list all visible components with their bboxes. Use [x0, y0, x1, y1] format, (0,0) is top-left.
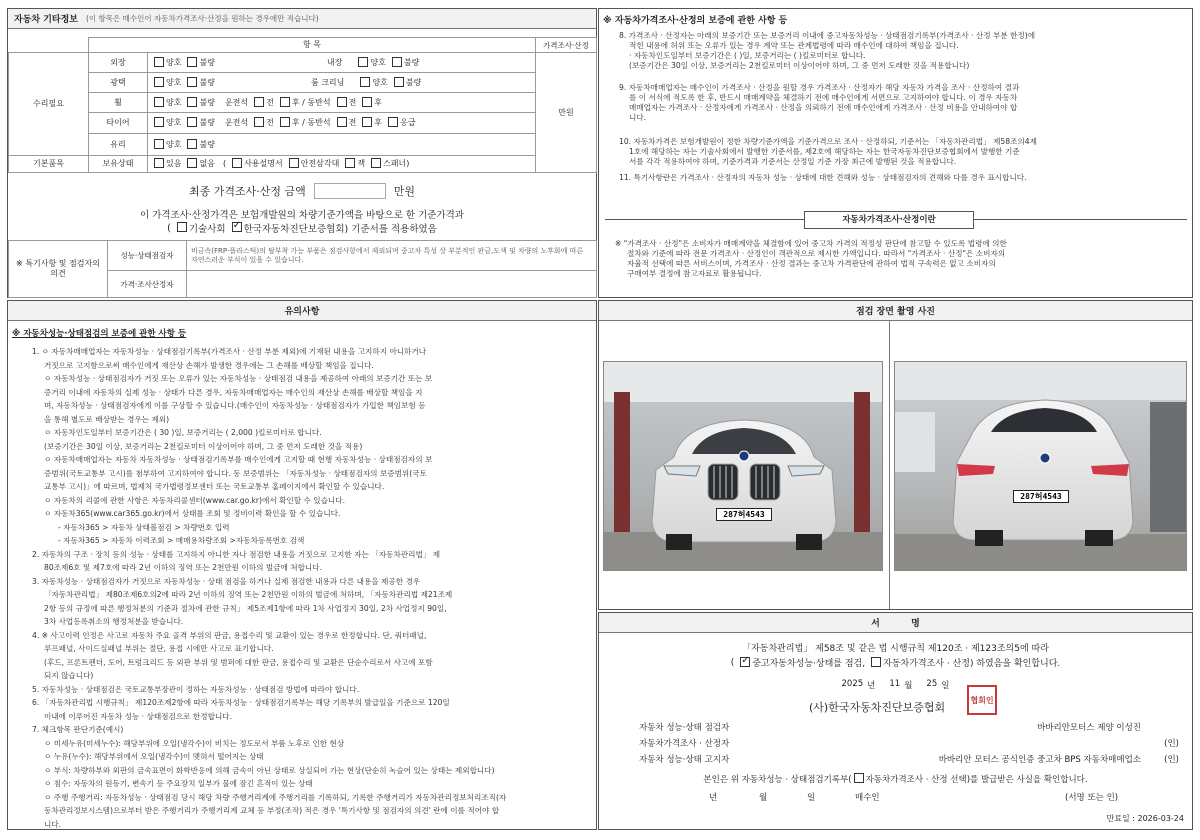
receipt-appraisal-checkbox[interactable]	[854, 773, 864, 783]
row-wheel-options: 양호 불량 운전석 전 후 / 동반석 전 후	[147, 92, 536, 113]
row-interior-label: 내장	[326, 57, 343, 67]
note-line: 3. 자동차성능 · 상태점검자가 거짓으로 자동차성능 · 상태 점검을 하거나 실제 점검한 내용과 다른 내용을 제공한 경우	[32, 576, 421, 586]
row-exterior-options: 양호 불량 내장 양호 불량	[147, 52, 536, 73]
row-glass-label: 유리	[88, 133, 148, 156]
appraiser-remarks	[186, 270, 597, 298]
tire-rear-checkbox[interactable]	[362, 117, 372, 127]
note-line: ㅇ 자동차성능 · 상태점검자가 거짓 또는 오류가 있는 자동차성능 · 상태점검 내용을 제공하여 아래의 보증기간 또는 보	[44, 374, 433, 383]
exterior-bad-checkbox[interactable]	[187, 57, 197, 67]
note-line: 을 통해 별도로 배상받는 경우는 제외)	[44, 414, 170, 424]
expire-date: 만료일 : 2026-03-24	[1106, 814, 1184, 823]
note-line: 5. 자동차성능 · 상태점검은 국토교통부장관이 정하는 자동차성능 · 상태점검 방법에 따라야 합니다.	[32, 684, 360, 694]
note-line: (보증기간은 30일 이상, 보증거리는 2천킬로미터 이상이어야 하며, 그 중 먼저 도래한 것을 적용)	[44, 441, 363, 451]
final-price-label: 최종 가격조사·산정 금액	[188, 185, 306, 198]
group-basic-items: 기본품목	[8, 155, 89, 173]
row-exterior-label: 외장	[88, 52, 148, 73]
gloss-good-checkbox[interactable]	[154, 77, 164, 87]
signature-law-line: 「자동차관리법」 제58조 및 같은 법 시행규칙 제120조 · 제123조의5에 따라	[742, 644, 1049, 654]
note-line: 3차 사업등록취소의 행정처분을 받습니다.	[44, 617, 184, 626]
wheel-passenger-checkbox[interactable]	[280, 97, 290, 107]
photos-header: 점검 장면 촬영 사진	[599, 301, 1192, 321]
group-repair-needed: 수리필요	[8, 52, 89, 156]
note-line: 거짓으로 고지함으로써 매수인에게 재산상 손해가 발생한 경우에는 그 손해를 배상할 책임을 집니다.	[44, 360, 374, 370]
note-line: - 자동차365 > 자동차 상태볼점검 > 차량번호 입력	[58, 522, 230, 532]
section-subtitle: (이 항목은 매수인이 자동차가격조사·산정을 원하는 경우에만 적습니다)	[86, 14, 319, 23]
note-line: 니다.	[44, 819, 62, 829]
note-line: 증범위(국토교통부 고시)를 첨부하여 고지하여야 합니다. 동 보증범위는 「자동차성능 · 상태점검자의 보증범위(국토	[44, 468, 427, 478]
appraiser-label: 가격·조사산정자	[107, 270, 187, 298]
note-line: 6. 「자동차관리법 시행규칙」 제120조제2항에 따라 자동차성능 · 상태점검기록부는 해당 기록부의 발급일을 기준으로 120일	[32, 698, 450, 707]
note-line: 루프패널, 사이드실패널 부위는 절단, 용접 시에만 사고로 표기합니다.	[44, 644, 274, 653]
buyer-date-row: 년 월 일 매수인 (서명 또는 인)	[709, 793, 1119, 803]
final-price-row	[8, 181, 596, 201]
interior-good-checkbox[interactable]	[358, 57, 368, 67]
signature-date: 2025 년 11 월 25 일	[841, 679, 950, 691]
row-wheel-label: 휠	[88, 92, 148, 113]
final-price-input[interactable]	[314, 183, 386, 199]
room-clean-good-checkbox[interactable]	[360, 77, 370, 87]
vehicle-other-info-panel	[7, 8, 597, 298]
basis-tech-society-checkbox[interactable]	[177, 222, 187, 232]
signature-row-label: 자동차 성능·상태 점검자	[639, 723, 730, 733]
tire-pass-front-checkbox[interactable]	[337, 117, 347, 127]
association-seal: 협회인	[967, 685, 997, 715]
signature-row-value: 바바리안모터스 제양 이성진	[1037, 723, 1141, 733]
note-line: 되지 않습니다)	[44, 671, 94, 680]
col-item-header: 항 목	[88, 37, 536, 53]
para-8: 8. 가격조사 · 산정자는 아래의 보증기간 또는 보증거리 이내에 중고자동차성능 · 상태점검기록부(가격조사 · 산정 부분 한정)에 적힌 내용에 허위 또는 오류가 있는 경우 계약 또는 관계법령에 따라 매수인에 대하여 책임을 집니다. · 자동차인도일부터 보증기간은 ( )일, 보증거리는 ( )킬로미터로 합니다. (보증기간은 30일 이상, 보증거리는 2천킬로미터 이상이어야 하며, 그 중 먼저 도래한 것을 적용합니다)	[619, 31, 1036, 70]
final-price-unit: 만원	[393, 185, 415, 198]
wheel-rear-checkbox[interactable]	[362, 97, 372, 107]
note-line: 2. 자동차의 구조 · 장치 등의 성능 · 상태를 고지하지 아니한 자나 점검한 내용을 거짓으로 고지한 자는 「자동차관리법」 제	[32, 549, 441, 559]
note-line: 1. ㅇ 자동차매매업자는 자동차성능 · 상태점검기록부(가격조사 · 산정 부분 제외)에 기재된 내용을 고지하지 아니하거나	[32, 347, 427, 356]
note-line: 2항 등의 규정에 따른 행정처분의 기준과 절차에 관한 규칙」 제5조제1항에 따라 1차 사업정지 30일, 2차 사업정지 90일,	[44, 603, 447, 613]
manual-checkbox[interactable]	[232, 158, 242, 168]
triangle-checkbox[interactable]	[289, 158, 299, 168]
price-unit: 만원	[535, 52, 597, 173]
tire-passenger-checkbox[interactable]	[280, 117, 290, 127]
section-title: 자동차 기타정보	[14, 15, 78, 25]
photos-divider	[889, 321, 890, 609]
row-tire-options: 양호 불량 운전석 전 후 / 동반석 전 후 응급	[147, 112, 536, 134]
remarks-label: ※ 특기사항 및 점검자의 의견	[8, 240, 108, 298]
receipt-line: 본인은 위 자동차성능 · 상태점검기록부( 자동차가격조사 · 산정 선택)를 발급받은 사실을 확인합니다.	[703, 775, 1088, 785]
row-gloss-options: 양호 불량 룸 크리닝 양호 불량	[147, 72, 536, 93]
spanner-checkbox[interactable]	[371, 158, 381, 168]
signature-header: 서 명	[599, 613, 1192, 633]
notes-body	[32, 345, 592, 831]
signature-row-label: 자동차가격조사 · 산정자	[639, 739, 730, 749]
tire-driver-front-checkbox[interactable]	[254, 117, 264, 127]
inspection-photos-panel	[598, 300, 1193, 610]
note-line: ㅇ 자동차의 리콜에 관한 사항은 자동차리콜센터(www.car.go.kr)에서 확인할 수 있습니다.	[44, 495, 345, 505]
price-guarantee-title: ※ 자동차가격조사·산정의 보증에 관한 사항 등	[603, 16, 788, 26]
signature-panel	[598, 612, 1193, 830]
possession-none-checkbox[interactable]	[187, 158, 197, 168]
notes-subtitle: ※ 자동차성능·상태점검의 보증에 관한 사항 등	[12, 329, 187, 339]
note-line: 80조제6호 및 제7호에 따라 2년 이하의 징역 또는 2천만원 이하의 벌금에 처합니다.	[44, 563, 323, 572]
gloss-bad-checkbox[interactable]	[187, 77, 197, 87]
basis-line-1: 이 가격조사·산정가격은 보험개발원의 차량기준가액을 바탕으로 한 기준가격과	[140, 210, 464, 221]
rear-license-plate: 287허4543	[1013, 490, 1069, 503]
wheel-driver-front-checkbox[interactable]	[254, 97, 264, 107]
note-line: ㅇ 자동차매매업자는 자동차 자동차성능 · 상태점검기록부를 매수인에게 고지할 때 현행 자동차성능 · 상태점검자의 보	[44, 455, 433, 464]
note-line: - 자동차365 > 자동차 이력조회 > 매매용차량조회 >자동차등록번호 검색	[58, 536, 305, 545]
note-line: 며, 자동차성능 · 상태점검자에게 이를 구상할 수 있습니다.(매수인이 자동차성능 · 상태점검자가 가입한 책임보험 등	[44, 401, 426, 410]
note-line: ㅇ 미세누유(미세누수): 해당부위에 오일(냉각수)이 비치는 정도로서 부품 노후로 인한 현상	[44, 738, 345, 748]
inspector-remarks: 비금속(FRP·플라스틱)의 탈부착 가능 부품은 점검사항에서 제외되며 중고차 특성 상 부분적인 판금,도색 및 차량의 노후화에 따른 자연스러운 부식이 있을 수 있습니다.	[186, 240, 597, 271]
row-room-clean-label: 룸 크리닝	[310, 77, 345, 87]
glass-bad-checkbox[interactable]	[187, 139, 197, 149]
para-11: 11. 특기사항란은 가격조사 · 산정자의 자동차 성능 · 상태에 대한 견해와 성능 · 상태점검자의 견해와 다를 경우 표시합니다.	[619, 173, 1027, 182]
row-possession-label: 보유상태	[88, 155, 148, 173]
para-9: 9. 자동차매매업자는 매수인이 가격조사 · 산정을 원할 경우 가격조사 · 산정자가 해당 자동차 가격을 조사 · 산정하여 결과 를 이 서식에 적도록 한 후, 반드시 매매계약을 체결하기 전에 매수인에게 서면으로 고지하여야 합니다. 이 경우 자동차 매매업자는 가격조사 · 산정자에게 가격조사 · 산정을 의뢰하기 전에 매수인에게 가격조사 · 산정 비용을 안내하여야 합 니다.	[619, 83, 1020, 122]
note-line: ㅇ 자동차365(www.car365.go.kr)에서 상태를 조회 및 정비이력 확인을 할 수 있습니다.	[44, 509, 341, 518]
rear-car-illustration	[895, 362, 1187, 571]
tire-bad-checkbox[interactable]	[187, 117, 197, 127]
notes-panel	[7, 300, 597, 830]
row-gloss-label: 광택	[88, 72, 148, 93]
basis-kadia-checkbox[interactable]	[232, 222, 242, 232]
front-car-photo	[603, 361, 883, 571]
row-glass-options: 양호 불량	[147, 133, 536, 156]
signature-row-mark[interactable]: (인)	[1164, 739, 1179, 749]
notice-text: ※ "가격조사 · 산정"은 소비자가 매매계약을 체결함에 있어 중고차 가격의 적정성 판단에 참고할 수 있도록 법령에 의한 절차와 기준에 따라 전문 가격조사 · 산정인이 객관적으로 제시한 가액입니다. 따라서 "가격조사 · 산정"은 소비자의 자율적 선택에 따른 서비스이며, 가격조사 · 산정 결과는 중고차 가격판단에 관하여 법적 구속력은 없고 소비자의 구매여부 결정에 참고자료로 활용됩니다.	[615, 239, 1007, 278]
basis-line-2: ( 기술사회 ✓ 한국자동차진단보증협회 ) 기준서를 적용하였음	[8, 221, 596, 235]
signature-confirm-line: ( ✓ 중고자동차성능·상태를 점검, 자동차가격조사 · 산정) 하였음을 확인합니다.	[599, 656, 1192, 669]
note-line: 이내에 이루어진 자동차 성능 · 상태점검으로 한정합니다.	[44, 711, 233, 721]
note-line: ㅇ 자동차인도일부터 보증기간은 ( 30 )일, 보증거리는 ( 2,000 )킬로미터로 합니다.	[44, 428, 322, 437]
note-line: 7. 체크항목 판단기준(예시)	[32, 725, 124, 734]
confirm-appraisal-checkbox[interactable]	[871, 657, 881, 667]
wheel-pass-front-checkbox[interactable]	[337, 97, 347, 107]
note-line: ㅇ 누유(누수): 해당부위에서 오일(냉각수)이 맺혀서 떨어지는 상태	[44, 752, 264, 761]
notes-header: 유의사항	[8, 301, 596, 321]
signature-row-label: 자동차 성능·상태 고지자	[639, 755, 730, 765]
interior-bad-checkbox[interactable]	[392, 57, 402, 67]
note-line: 4. ※ 사고이력 인정은 사고로 자동차 주요 골격 부위의 판금, 용접수리 및 교환이 있는 경우로 한정합니다. 단, 쿼터패널,	[32, 630, 427, 640]
row-tire-label: 타이어	[88, 112, 148, 134]
signature-row-mark[interactable]: (인)	[1164, 755, 1179, 765]
note-line: 증거리 이내에 자동차의 실제 성능 · 상태가 다른 경우, 자동차매매업자는 매수인의 재산상 손해를 배상할 책임을 지	[44, 387, 423, 397]
inspector-label: 성능·상태점검자	[107, 240, 187, 271]
wheel-bad-checkbox[interactable]	[187, 97, 197, 107]
note-line: 동차관리정보시스템)으로부터 받은 주행거리가 주행거리계 교체 등 부정(조작) 적은 경우 '특기사항 및 점검자의 의견' 란에 이를 적어야 합	[44, 806, 500, 815]
note-line: 「자동차관리법」 제80조제6호의2에 따라 2년 이하의 징역 또는 2천만원 이하의 벌금에 처하며, 「자동차관리법 제21조제	[44, 590, 453, 599]
room-clean-bad-checkbox[interactable]	[394, 77, 404, 87]
exterior-good-checkbox[interactable]	[154, 57, 164, 67]
col-price-header: 가격조사·산정	[535, 37, 597, 53]
note-line: ㅇ 부식: 차량하부와 외판의 금속표면이 화학반응에 의해 금속이 아닌 상태로 상실되어 가는 현상(단순히 녹슬어 있는 상태는 제외합니다)	[44, 765, 495, 775]
front-license-plate: 287허4543	[716, 508, 772, 521]
tire-good-checkbox[interactable]	[154, 117, 164, 127]
note-line: 교통부 고시)」에 따르며, 법제처 국가법령정보센터 또는 국토교통부 홈페이지에서 확인할 수 있습니다.	[44, 482, 385, 491]
signature-row	[639, 735, 1179, 751]
signature-org: (사)한국자동차진단보증협회	[809, 701, 946, 714]
note-line: ㅇ 주행 주행거리: 자동차성능 · 상태점검 당시 해당 차량 주행거리계에 주행거리를 기록하되, 기록한 주행거리가 자동차관리정보처리조직(자	[44, 792, 507, 802]
confirm-inspection-checkbox[interactable]	[740, 657, 750, 667]
possession-have-checkbox[interactable]	[154, 158, 164, 168]
glass-good-checkbox[interactable]	[154, 139, 164, 149]
tire-spare-checkbox[interactable]	[388, 117, 398, 127]
signature-rows	[639, 719, 1179, 767]
signature-row-value: 바바리안 모터스 공식인증 중고차 BPS 자동차매매업소	[938, 755, 1141, 765]
signature-row	[639, 751, 1179, 767]
wheel-good-checkbox[interactable]	[154, 97, 164, 107]
signature-row	[639, 719, 1179, 735]
jack-checkbox[interactable]	[345, 158, 355, 168]
rear-car-photo	[894, 361, 1187, 571]
notice-title: 자동차가격조사·산정이란	[804, 211, 974, 229]
note-line: ㅇ 침수: 자동차의 원동기, 변속기 등 주요장치 일부가 물에 잠긴 흔적이 있는 상태	[44, 779, 313, 788]
para-10: 10. 자동차가격은 보험개발원이 정한 차량기준가액을 기준가격으로 조사 · 산정하되, 기준서는 「자동차관리법」 제58조의4제 1호에 해당하는 자는 기술사회에서 발행한 기준서를, 제2호에 해당하는 자는 한국자동차진단보증협회에서 발행한 기준 서를 각각 적용하여야 하며, 기준가격과 기준서는 산정일 기준 가장 최근에 발행된 것을 적용합니다.	[619, 137, 1037, 166]
row-possession-options: 있음 없음 ( 사용설명서 안전삼각대 잭 스패너 )	[147, 155, 536, 173]
front-car-illustration	[604, 362, 883, 571]
note-line: (후드, 프론트펜더, 도어, 트렁크리드 등 외판 부위 및 범퍼에 대한 판금, 용접수리 및 교환은 단순수리로서 사고에 포함	[44, 657, 433, 667]
vehicle-other-info-header	[8, 9, 596, 29]
price-guarantee-panel	[598, 8, 1193, 298]
